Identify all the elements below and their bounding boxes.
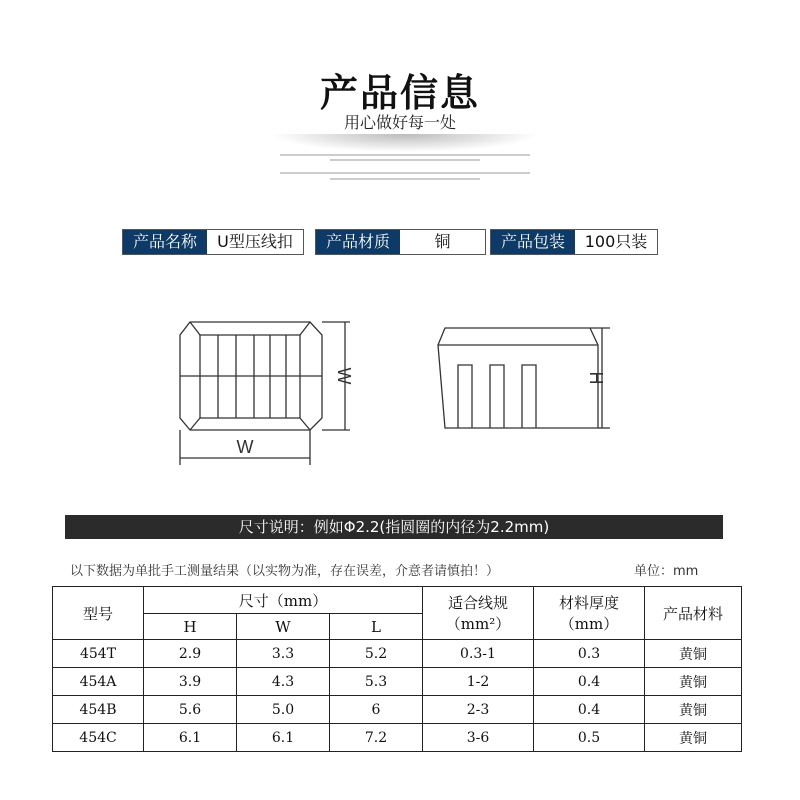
width-side-label: W <box>334 367 354 385</box>
cell-thickness: 0.5 <box>534 724 645 752</box>
cell-material: 黄铜 <box>645 696 742 724</box>
info-value: 铜 <box>400 230 485 254</box>
cell-model: 454A <box>53 668 144 696</box>
cell-thickness: 0.3 <box>534 640 645 668</box>
cell-gauge: 1-2 <box>423 668 534 696</box>
info-value: U型压线扣 <box>207 230 303 254</box>
cell-l: 6 <box>330 696 423 724</box>
cell-model: 454T <box>53 640 144 668</box>
measurement-note: 以下数据为单批手工测量结果（以实物为准，存在误差，介意者请慎拍！） <box>70 564 500 579</box>
info-label: 产品材质 <box>316 230 400 254</box>
cell-l: 7.2 <box>330 724 423 752</box>
header-model: 型号 <box>53 587 144 640</box>
table-row <box>53 668 742 696</box>
header-h: H <box>144 614 237 640</box>
table-row <box>53 696 742 724</box>
cell-gauge: 0.3-1 <box>423 640 534 668</box>
cell-l: 5.3 <box>330 668 423 696</box>
header-size: 尺寸（mm） <box>144 587 423 614</box>
unit-label: 单位：mm <box>634 564 699 579</box>
info-label: 产品名称 <box>123 230 207 254</box>
cell-h: 2.9 <box>144 640 237 668</box>
spec-table <box>52 586 742 752</box>
cell-w: 4.3 <box>237 668 330 696</box>
header-thickness-unit: （mm） <box>559 615 619 633</box>
cell-w: 6.1 <box>237 724 330 752</box>
cell-h: 5.6 <box>144 696 237 724</box>
cell-model: 454C <box>53 724 144 752</box>
info-label: 产品包装 <box>491 230 575 254</box>
page-title: 产品信息 <box>319 71 480 115</box>
width-label: W <box>236 437 254 457</box>
cell-material: 黄铜 <box>645 668 742 696</box>
header-gauge <box>423 587 534 640</box>
cell-h: 3.9 <box>144 668 237 696</box>
table-row <box>53 640 742 668</box>
cell-thickness: 0.4 <box>534 668 645 696</box>
header-thickness-label: 材料厚度 <box>558 594 619 612</box>
cell-thickness: 0.4 <box>534 696 645 724</box>
size-note-banner: 尺寸说明：例如Φ2.2(指圆圈的内径为2.2mm) <box>65 515 723 539</box>
page-subtitle: 用心做好每一处 <box>343 113 456 132</box>
cell-material: 黄铜 <box>645 640 742 668</box>
header-w: W <box>237 614 330 640</box>
info-value: 100只装 <box>575 230 657 254</box>
header-l: L <box>330 614 423 640</box>
cell-material: 黄铜 <box>645 724 742 752</box>
cell-w: 3.3 <box>237 640 330 668</box>
height-label: H <box>586 371 606 385</box>
table-row <box>53 724 742 752</box>
header-material: 产品材料 <box>645 587 742 640</box>
header-thickness <box>534 587 645 640</box>
header-gauge-label: 适合线规 <box>447 594 508 612</box>
cell-gauge: 3-6 <box>423 724 534 752</box>
cell-gauge: 2-3 <box>423 696 534 724</box>
header-gauge-unit: （mm²） <box>445 615 511 633</box>
cell-w: 5.0 <box>237 696 330 724</box>
cell-l: 5.2 <box>330 640 423 668</box>
cell-h: 6.1 <box>144 724 237 752</box>
cell-model: 454B <box>53 696 144 724</box>
